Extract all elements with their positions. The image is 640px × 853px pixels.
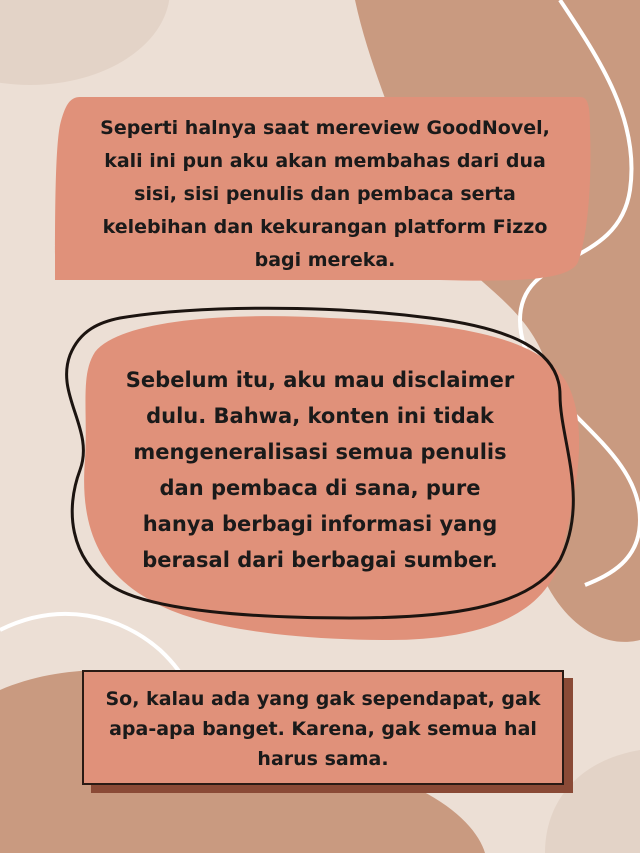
disclaimer-paragraph: Sebelum itu, aku mau disclaimer dulu. Bahwa, konten ini tidak mengeneralisasi semua penulis dan pembaca di sana, pure hanya berbagi informasi yang berasal dari berbagai sumber. [125, 368, 515, 572]
closing-note-box: So, kalau ada yang gak sependapat, gak apa-apa banget. Karena, gak semua hal harus sama. [82, 670, 564, 785]
top-left-circle-shape [0, 0, 170, 85]
intro-paragraph: Seperti halnya saat mereview GoodNovel, kali ini pun aku akan membahas dari dua sisi, sisi penulis dan pembaca serta kelebihan dan kekurangan platform Fizzo bagi mereka. [100, 117, 550, 271]
